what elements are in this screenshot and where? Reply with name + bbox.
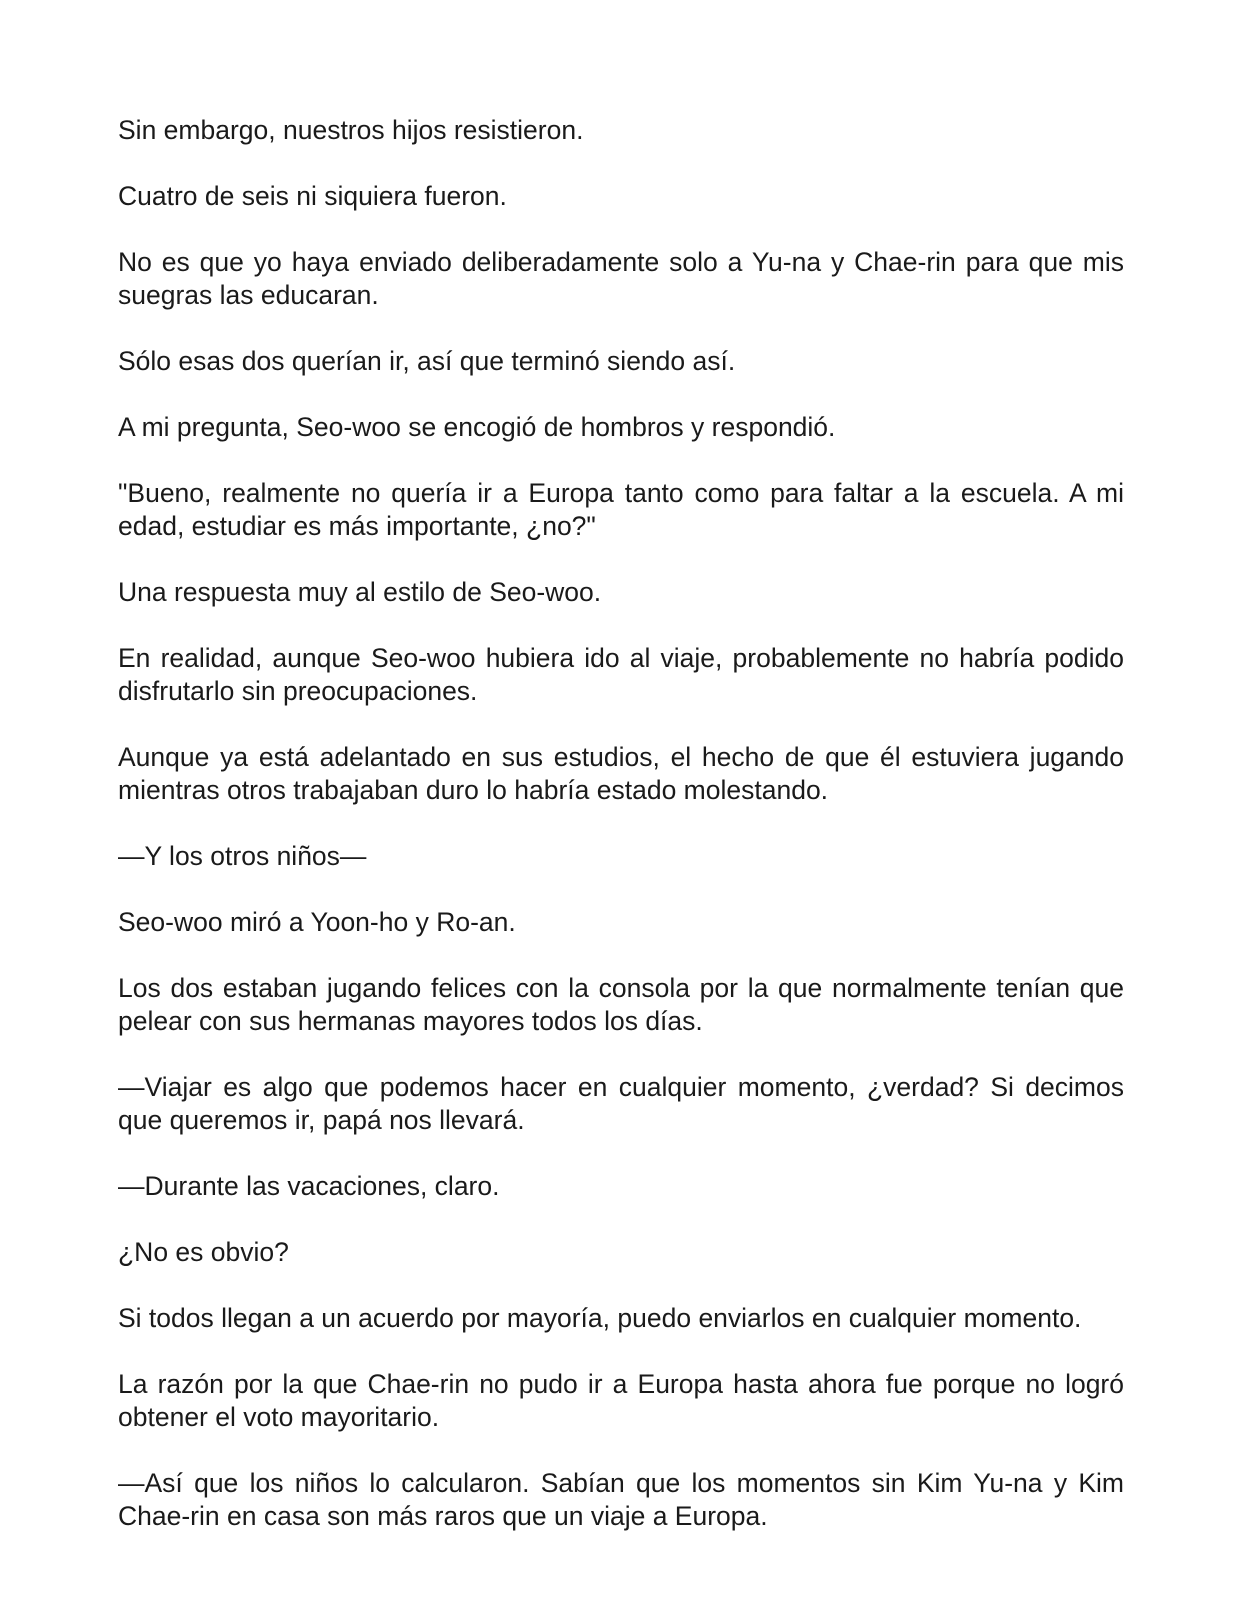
paragraph: Una respuesta muy al estilo de Seo-woo.	[118, 577, 602, 607]
paragraph: En realidad, aunque Seo-woo hubiera ido al viaje, probablemente no habría podido disfrutarlo sin preocupaciones.	[118, 643, 1124, 706]
paragraph: A mi pregunta, Seo-woo se encogió de hombros y respondió.	[118, 412, 836, 442]
paragraph: —Así que los niños lo calcularon. Sabían que los momentos sin Kim Yu-na y Kim Chae-rin en casa son más raros que un viaje a Europa.	[118, 1468, 1124, 1531]
paragraph: Cuatro de seis ni siquiera fueron.	[118, 181, 507, 211]
paragraph: No es que yo haya enviado deliberadamente solo a Yu-na y Chae-rin para que mis suegras las educaran.	[118, 247, 1124, 310]
paragraph: ¿No es obvio?	[118, 1237, 289, 1267]
paragraph: Si todos llegan a un acuerdo por mayoría, puedo enviarlos en cualquier momento.	[118, 1303, 1082, 1333]
paragraph: Sin embargo, nuestros hijos resistieron.	[118, 115, 584, 145]
paragraph: "Bueno, realmente no quería ir a Europa tanto como para faltar a la escuela. A mi edad, estudiar es más importante, ¿no?"	[118, 478, 1124, 541]
paragraph: Los dos estaban jugando felices con la consola por la que normalmente tenían que pelear con sus hermanas mayores todos los días.	[118, 973, 1124, 1036]
paragraph: —Y los otros niños—	[118, 841, 367, 871]
paragraph: —Durante las vacaciones, claro.	[118, 1171, 500, 1201]
paragraph: Aunque ya está adelantado en sus estudios, el hecho de que él estuviera jugando mientras otros trabajaban duro lo habría estado molestando.	[118, 742, 1124, 805]
paragraph: La razón por la que Chae-rin no pudo ir a Europa hasta ahora fue porque no logró obtener el voto mayoritario.	[118, 1369, 1124, 1432]
paragraph: —Viajar es algo que podemos hacer en cualquier momento, ¿verdad? Si decimos que queremos ir, papá nos llevará.	[118, 1072, 1124, 1135]
document-page	[118, 114, 1124, 1566]
paragraph: Seo-woo miró a Yoon-ho y Ro-an.	[118, 907, 516, 937]
paragraph: Sólo esas dos querían ir, así que terminó siendo así.	[118, 346, 736, 376]
